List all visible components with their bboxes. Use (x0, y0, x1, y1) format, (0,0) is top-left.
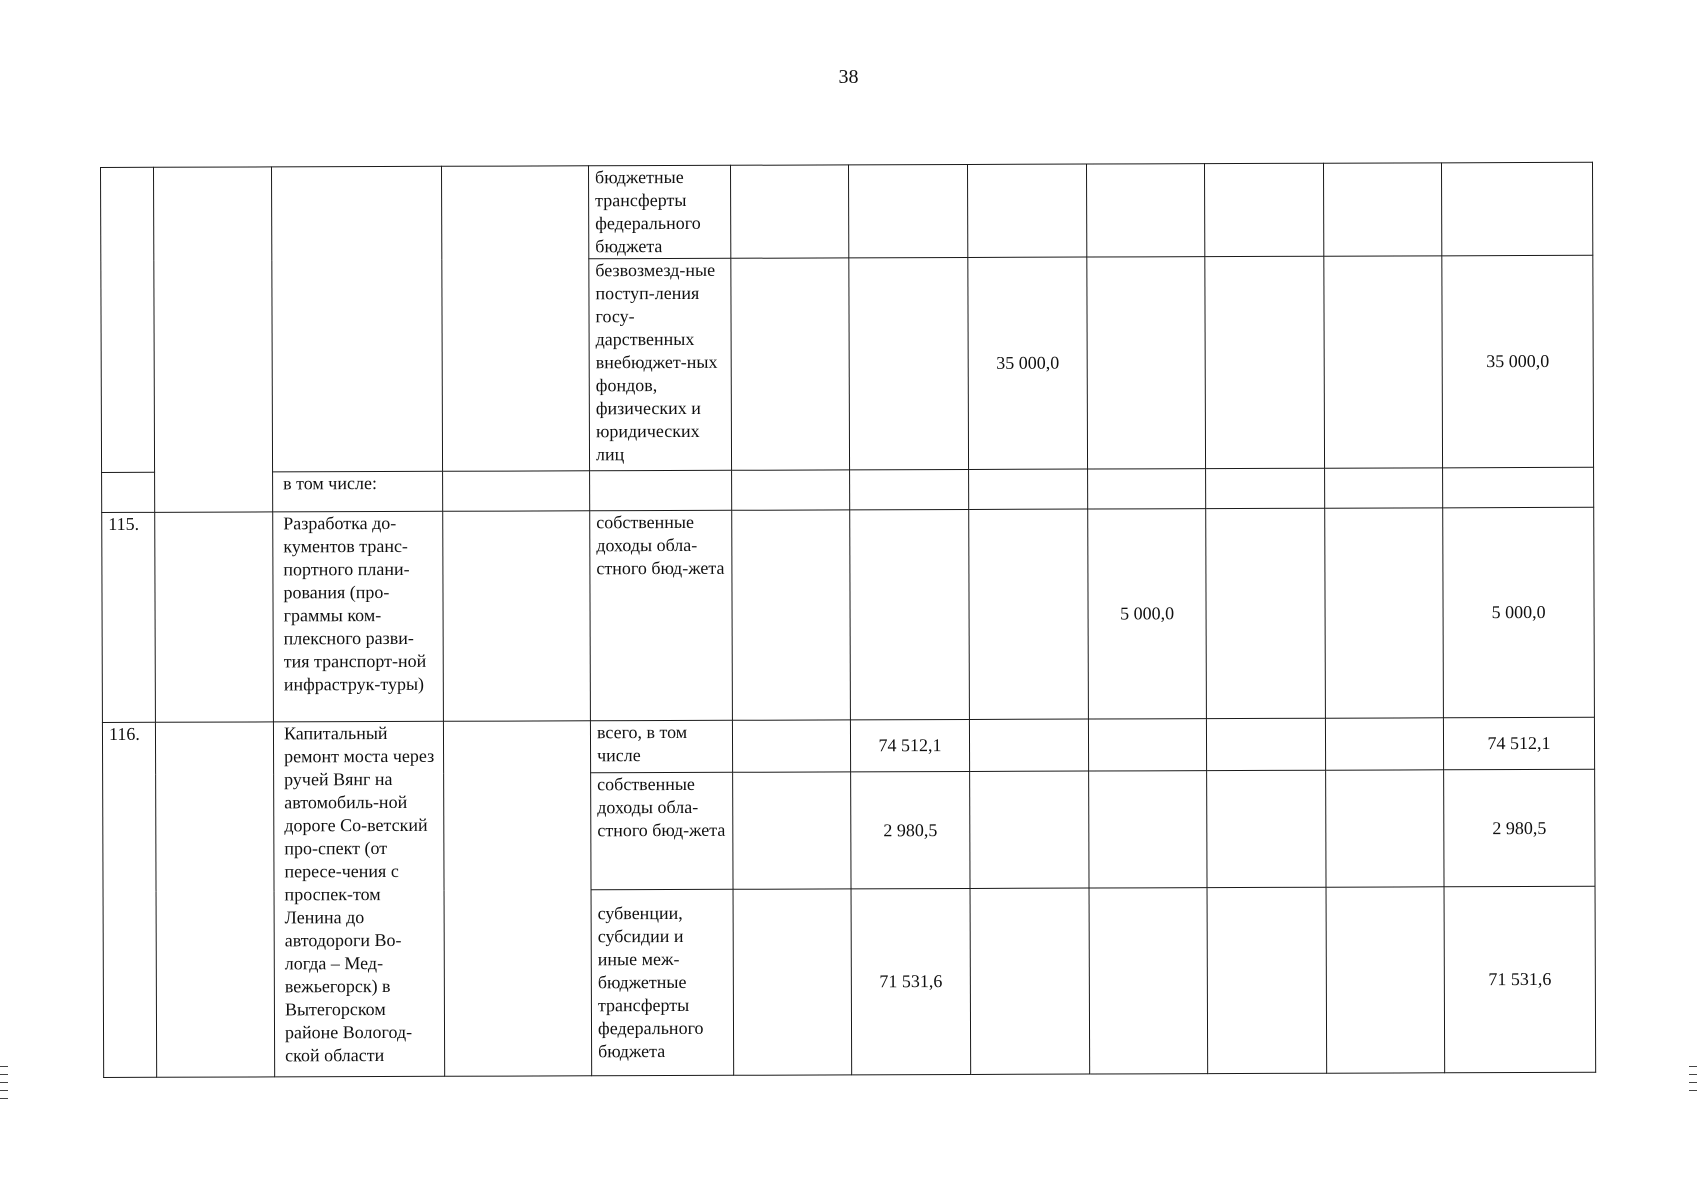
cell-value: 2 980,5 (851, 771, 970, 888)
cell-empty (850, 509, 970, 719)
cell-empty (102, 472, 155, 512)
cell-source: собственные доходы обла-стного бюд-жета (590, 510, 733, 720)
cell-source: безвозмезд-ные поступ-ления госу-дарственных внебюджет-ных фондов, физических и юридических лиц (589, 258, 732, 470)
cell-empty (155, 512, 274, 722)
cell-total: 35 000,0 (1442, 255, 1594, 468)
cell-index: 115. (102, 512, 156, 722)
cell-empty (1441, 162, 1592, 256)
cell-empty (1087, 257, 1206, 469)
cell-empty (1324, 256, 1443, 468)
cell-total: 5 000,0 (1443, 507, 1595, 718)
cell-name-empty (272, 166, 443, 472)
cell-empty (850, 469, 969, 509)
page-number: 38 (838, 66, 859, 88)
cell-empty (732, 510, 851, 720)
cell-total: 74 512,1 (1443, 717, 1594, 770)
cell-empty (443, 471, 590, 512)
cell-empty (733, 772, 851, 889)
cell-source: бюджетные трансферты федерального бюджета (588, 165, 730, 258)
cell-empty (731, 258, 850, 470)
cell-value: 74 512,1 (850, 719, 969, 771)
cell-total: 71 531,6 (1444, 886, 1596, 1073)
cell-empty (732, 720, 850, 772)
cell-empty (155, 722, 274, 1077)
cell-note: в том числе: (273, 471, 443, 512)
cell-empty (969, 719, 1088, 771)
cell-empty (970, 771, 1089, 888)
cell-empty (1325, 468, 1443, 508)
cell-empty (1325, 718, 1443, 770)
cell-value: 5 000,0 (1088, 509, 1207, 719)
cell-value: 71 531,6 (851, 888, 971, 1074)
table-row (102, 507, 1595, 722)
cell-empty (1206, 508, 1326, 718)
budget-table (100, 162, 1596, 1078)
cell-empty (1088, 469, 1206, 509)
cell-empty (1326, 770, 1444, 887)
cell-executor-empty (441, 166, 589, 472)
cell-empty (849, 257, 969, 469)
cell-empty (1204, 163, 1323, 256)
cell-empty (1207, 770, 1326, 887)
cell-empty (967, 164, 1086, 257)
table-row (101, 162, 1593, 260)
cell-empty (848, 164, 967, 257)
cell-empty (1325, 508, 1444, 718)
cell-source: собственные доходы обла-стного бюд-жета (591, 772, 733, 889)
cell-empty (969, 509, 1089, 719)
cell-value: 35 000,0 (968, 257, 1088, 469)
cell-source: всего, в том числе (590, 720, 732, 772)
cell-empty (1206, 718, 1325, 770)
cell-empty (1088, 719, 1206, 771)
cell-empty (443, 721, 591, 1077)
cell-empty (1323, 163, 1441, 256)
cell-total: 2 980,5 (1444, 769, 1595, 887)
cell-empty (1207, 887, 1327, 1073)
cell-empty (730, 165, 848, 258)
cell-empty (732, 470, 850, 510)
cell-empty (443, 511, 591, 722)
cell-index-empty (101, 167, 155, 472)
cell-empty (590, 470, 732, 510)
cell-empty (1206, 468, 1325, 508)
cell-empty (1089, 888, 1208, 1074)
cell-empty (1205, 256, 1325, 468)
cell-code-empty (154, 167, 273, 512)
cell-empty (1443, 467, 1594, 508)
table-row (102, 717, 1594, 774)
cell-empty (1086, 164, 1204, 257)
cell-name: Разработка до-кументов транс-портного плани-рования (про-граммы ком-плексного разви-тия транспорт-ной инфраструк-туры) (273, 511, 444, 722)
cell-source: субвенции, субсидии и иные меж-бюджетные трансферты федерального бюджета (591, 889, 734, 1075)
cell-index: 116. (102, 722, 156, 1077)
table-row (102, 467, 1594, 512)
cell-empty (969, 469, 1088, 509)
cell-empty (1089, 771, 1207, 888)
cell-empty (970, 888, 1090, 1074)
cell-empty (1326, 887, 1445, 1073)
cell-empty (733, 889, 852, 1075)
cell-name: Капитальный ремонт моста через ручей Вянг на автомобиль-ной дороге Со-ветский про-спект (от пересе-чения с проспек-том Ленина до автодороги Во-логда – Мед-вежьегорск) в Вытегорском районе Вологод-ской области (273, 721, 444, 1077)
